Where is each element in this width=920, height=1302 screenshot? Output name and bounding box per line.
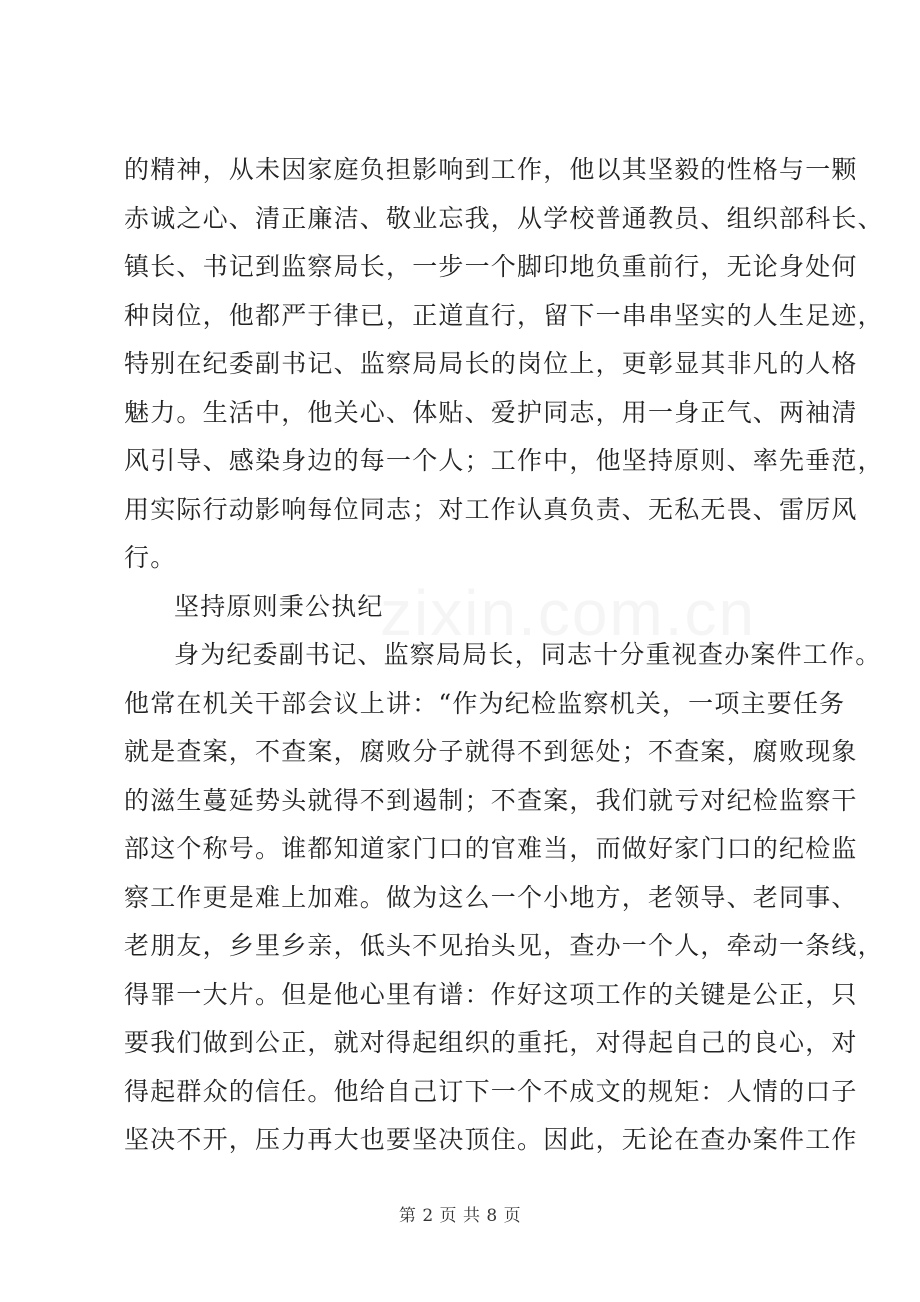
text-line: 得起群众的信任。他给自己订下一个不成文的规矩：人情的口子 — [124, 1076, 858, 1106]
text-line: 得罪一大片。但是他心里有谱：作好这项工作的关键是公正，只 — [124, 979, 858, 1009]
document-body — [124, 146, 884, 1165]
section-heading: 坚持原则秉公执纪 — [174, 591, 384, 621]
text-line: 坚决不开，压力再大也要坚决顶住。因此，无论在查办案件工作 — [124, 1125, 858, 1154]
text-line: 的精神，从未因家庭负担影响到工作，他以其坚毅的性格与一颗 — [124, 155, 858, 184]
text-line: 要我们做到公正，就对得起组织的重托，对得起自己的良心，对 — [124, 1028, 858, 1057]
text-line: 镇长、书记到监察局长，一步一个脚印地负重前行，无论身处何 — [124, 252, 858, 281]
text-line: 老朋友，乡里乡亲，低头不见抬头见，查办一个人，牵动一条线， — [124, 931, 884, 960]
text-line: 魅力。生活中，他关心、体贴、爱护同志，用一身正气、两袖清 — [124, 397, 858, 427]
text-line: 行。 — [124, 543, 177, 572]
text-line: 就是查案，不查案，腐败分子就得不到惩处；不查案，腐败现象 — [124, 737, 858, 766]
text-line: 特别在纪委副书记、监察局局长的岗位上，更彰显其非凡的人格 — [124, 349, 858, 378]
text-line: 察工作更是难上加难。做为这么一个小地方，老领导、老同事、 — [124, 882, 858, 912]
paragraph-first-line: 身为纪委副书记、监察局局长，同志十分重视查办案件工作。 — [174, 640, 882, 669]
watermark: zixin.com.cn — [380, 577, 757, 649]
text-line: 的滋生蔓延势头就得不到遏制；不查案，我们就亏对纪检监察干 — [124, 785, 858, 815]
text-line: 风引导、感染身边的每一个人；工作中，他坚持原则、率先垂范， — [124, 446, 884, 475]
text-line: 他常在机关干部会议上讲：“作为纪检监察机关，一项主要任务 — [124, 688, 846, 718]
text-line: 部这个称号。谁都知道家门口的官难当，而做好家门口的纪检监 — [124, 834, 858, 863]
text-line: 用实际行动影响每位同志；对工作认真负责、无私无畏、雷厉风 — [124, 494, 858, 524]
page-number: 第 2 页 共 8 页 — [398, 1206, 522, 1226]
text-line: 种岗位，他都严于律已，正道直行，留下一串串坚实的人生足迹， — [124, 300, 884, 330]
text-line: 赤诚之心、清正廉洁、敬业忘我，从学校普通教员、组织部科长、 — [124, 203, 884, 233]
